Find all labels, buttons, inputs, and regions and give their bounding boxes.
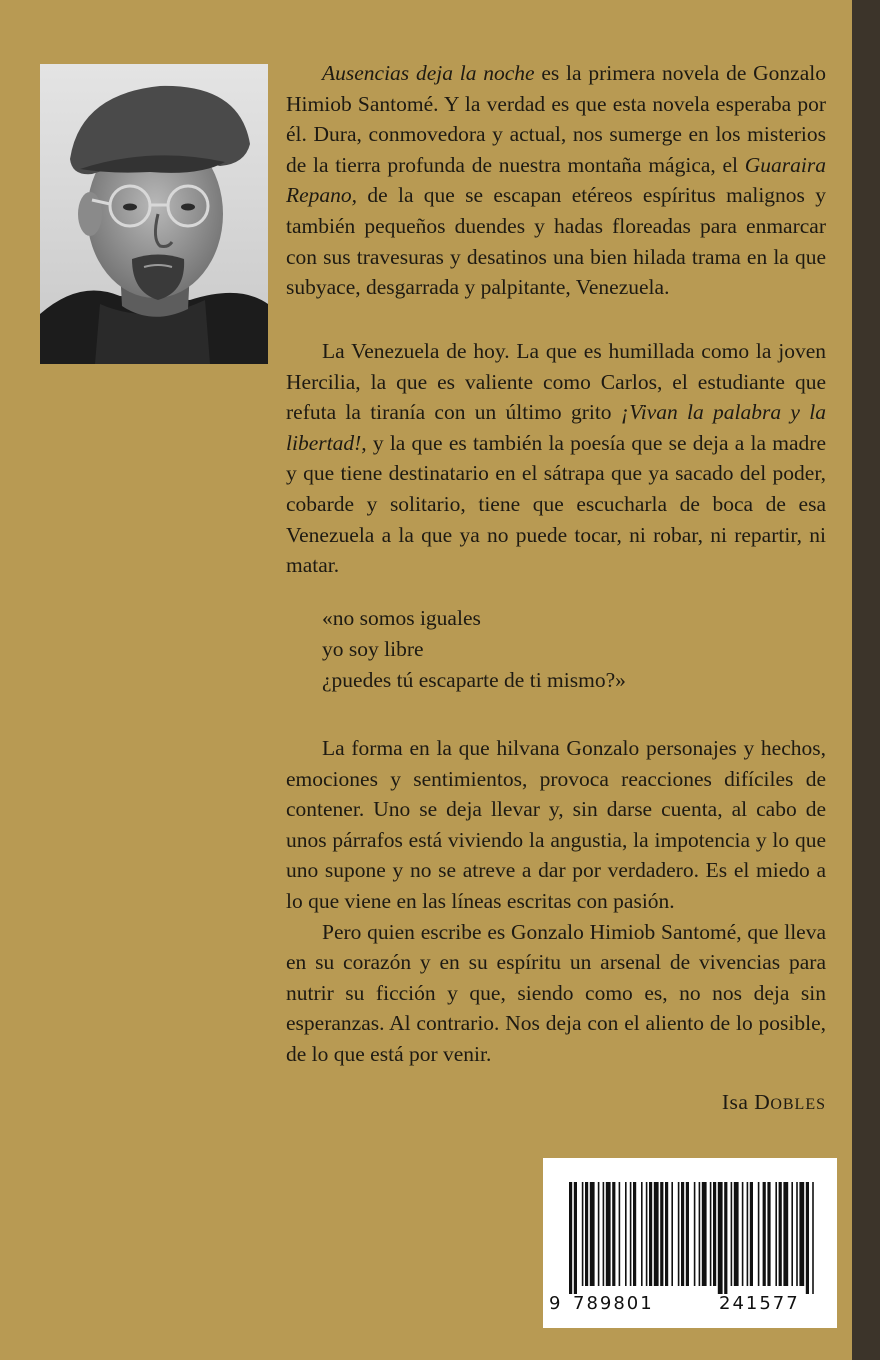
signature-last-rest: OBLES: [770, 1096, 826, 1113]
poem-line: ¿puedes tú escaparte de ti mismo?»: [322, 668, 626, 692]
barcode-bar: [747, 1182, 749, 1286]
barcode-bar: [796, 1182, 798, 1286]
barcode-bar: [681, 1182, 684, 1286]
quoted-cry: ¡Vivan la palabra y la libertad!,: [286, 400, 826, 455]
barcode-bar: [758, 1182, 760, 1286]
barcode-bar: [649, 1182, 652, 1286]
barcode-bar: [630, 1182, 632, 1286]
barcode-bar: [750, 1182, 753, 1286]
barcode-bar: [742, 1182, 744, 1286]
paragraphs-3-4: [286, 733, 826, 1070]
barcode-bar: [779, 1182, 782, 1286]
poem-quote: [322, 603, 626, 696]
barcode-bar: [603, 1182, 605, 1286]
poem-line: «no somos iguales: [322, 606, 481, 630]
barcode-bar: [710, 1182, 712, 1286]
paragraph-3: La forma en la que hilvana Gonzalo personajes y hechos, emociones y sentimientos, provoca reacciones difíciles de contener. Uno se deja llevar y, sin darse cuenta, al cabo de unos párrafos está viviendo la angustia, la impotencia y lo que uno supone y no se atreve a dar por verdadero. Es el miedo a lo que viene en las líneas escritas con pasión.: [286, 736, 826, 913]
barcode-bar: [702, 1182, 707, 1286]
paragraph-2: [286, 336, 826, 581]
barcode-bar: [678, 1182, 680, 1286]
paragraph-1-text-a: es la primera novela de Gonzalo Himiob Santomé. Y la verdad es que esta novela esperaba por él. Dura, conmovedora y actual, nos sumerge en los misterios de la tierra profunda de nuestra montaña mágica, el: [286, 61, 826, 177]
barcode-bar: [582, 1182, 584, 1286]
barcode-bar: [713, 1182, 716, 1286]
signature-first-name: Isa: [721, 1090, 755, 1114]
barcode-group-right: 241577: [719, 1293, 800, 1314]
signature-last-initial: D: [754, 1090, 771, 1114]
barcode-bar: [665, 1182, 668, 1286]
barcode-bar: [724, 1182, 727, 1294]
place-name: Guaraira Repano,: [286, 152, 826, 208]
barcode-bar: [767, 1182, 770, 1286]
paragraph-1-text-b: de la que se escapan etéreos espíritus malignos y también pequeños duendes y hadas floreadas para enmarcar con sus travesuras y desatinos una bien hilada trama en la que subyace, desgarrada y palpitante, Venezuela.: [286, 183, 826, 300]
barcode-bar: [694, 1182, 696, 1286]
barcode-bar: [625, 1182, 627, 1286]
paragraph-2-text-b: y la que es también la poesía que se deja a la madre y que tiene destinatario en el sátrapa que ya sacado del poder, cobarde y solitario, tiene que escucharla de boca de esa Venezuela a la que ya no puede tocar, ni robar, ni repartir, ni matar.: [286, 430, 826, 578]
poem-line: yo soy libre: [322, 637, 424, 661]
barcode-bar: [731, 1182, 733, 1286]
paragraph-1: [286, 58, 826, 303]
barcode-bar: [598, 1182, 600, 1286]
barcode-bar: [574, 1182, 577, 1294]
paragraph-4: Pero quien escribe es Gonzalo Himiob Santomé, que lleva en su corazón y en su espíritu un arsenal de vivencias para nutrir su ficción y que, siendo como es, no nos deja sin esperanzas. Al contrario. Nos deja con el aliento de lo posible, de lo que está por venir.: [286, 919, 826, 1066]
barcode-bar: [686, 1182, 689, 1286]
author-photo: [40, 64, 268, 364]
barcode-digits: [543, 1293, 837, 1317]
barcode-bar: [783, 1182, 788, 1286]
barcode-bar: [699, 1182, 701, 1286]
barcode-bar: [641, 1182, 643, 1286]
barcode-bar: [812, 1182, 814, 1294]
barcode-bar: [791, 1182, 793, 1286]
barcode-bar: [654, 1182, 659, 1286]
book-title: Ausencias deja la noche: [322, 61, 535, 85]
review-signature: [722, 1090, 826, 1115]
barcode-bar: [646, 1182, 648, 1286]
author-portrait-illustration: [40, 64, 268, 364]
barcode-bar: [590, 1182, 595, 1286]
barcode-bar: [569, 1182, 572, 1294]
barcode-bar: [671, 1182, 673, 1286]
barcode-bar: [633, 1182, 636, 1286]
paragraph-2-text-a: La Venezuela de hoy. La que es humillada como la joven Hercilia, la que es valiente como Carlos, el estudiante que refuta la tiranía con un último grito: [286, 339, 826, 425]
isbn-barcode: [543, 1158, 837, 1328]
barcode-bar: [734, 1182, 739, 1286]
cover-spine-edge: [852, 0, 880, 1360]
barcode-bar: [606, 1182, 611, 1286]
barcode-digit-first: 9: [549, 1293, 561, 1314]
barcode-bar: [585, 1182, 588, 1286]
barcode-bar: [718, 1182, 723, 1294]
barcode-bar: [763, 1182, 766, 1286]
barcode-bar: [612, 1182, 615, 1286]
barcode-bar: [806, 1182, 809, 1294]
barcode-bar: [660, 1182, 663, 1286]
barcode-group-left: 789801: [573, 1293, 654, 1314]
barcode-bar: [775, 1182, 777, 1286]
barcode-bar: [799, 1182, 804, 1286]
barcode-bar: [619, 1182, 621, 1286]
